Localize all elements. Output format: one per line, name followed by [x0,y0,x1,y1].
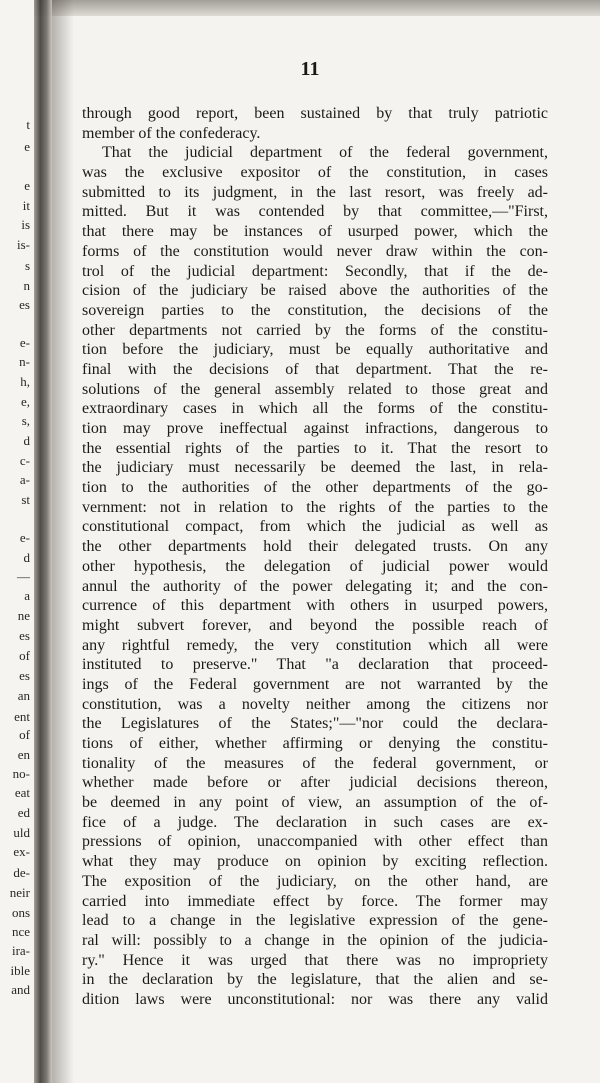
text-line: was the exclusive expositor of the constitution, in cases [82,164,548,182]
facing-page-fragment: d [23,550,30,565]
facing-page-fragment: ex- [13,844,30,859]
book-gutter [34,0,52,1083]
text-line: trol of the judicial department: Secondly, that if the de- [82,262,548,280]
facing-page-fragment: no- [12,766,30,781]
text-line: through good report, been sustained by that truly patriotic [82,105,548,122]
facing-page-fragment: s [24,258,30,273]
facing-page-fragment: a- [19,472,30,487]
text-line: carried into immediate effect by force. The former may [82,892,548,910]
text-line: tion may prove ineffectual against infractions, dangerous to [82,420,548,437]
facing-page-fragment: st [21,492,30,507]
text-line: the Legislatures of the States;"—"nor could the declara- [82,715,548,733]
facing-page-text-fragments [0,0,34,1083]
facing-page-fragment: e, [20,394,30,409]
text-line: cision of the judiciary be raised above the authorities of the [82,282,548,300]
facing-page-fragment: ira- [11,943,30,958]
facing-page-fragment: de- [13,865,30,880]
text-line: constitution, was a novelty neither among the citizens nor [82,695,548,713]
text-line: The exposition of the judiciary, on the other hand, are [82,872,548,890]
facing-page-fragment: ent [14,709,30,724]
facing-page-fragment: h, [20,374,30,389]
text-line: tion to the authorities of the other departments of the go- [82,479,548,497]
text-line: ry." Hence it was urged that there was no impropriety [82,951,548,969]
facing-page-fragment: ons [11,905,30,920]
facing-page-fragment: e- [19,335,30,350]
facing-page-fragment: es [19,297,30,312]
text-line: solutions of the general assembly related to those great and [82,380,548,398]
text-line: dition laws were unconstitutional: nor was there any valid [82,990,548,1008]
facing-page-fragment: es [19,628,30,643]
facing-page-fragment: e [24,178,30,193]
text-line: whether made before or after judicial decisions thereon, [82,774,548,792]
page-number: 11 [300,58,320,80]
text-line: extraordinary cases in which all the forms of the constitu- [82,400,548,418]
scan-top-edge [0,0,600,16]
facing-page-fragment: a [24,588,30,603]
facing-page-fragment: neir [9,885,30,900]
facing-page-fragment: nce [11,924,30,939]
text-line: submitted to its judgment, in the last resort, was freely ad- [82,183,548,201]
text-line: forms of the constitution would never draw within the con- [82,242,548,260]
facing-page-fragment: ible [10,963,30,978]
text-line: the other departments hold their delegated trusts. On any [82,538,548,556]
facing-page-fragment: n- [19,354,30,369]
facing-page-fragment: d [23,433,30,448]
text-line: the essential rights of the parties to it. That the resort to [82,439,548,457]
text-line: instituted to preserve." That "a declaration that proceed- [82,656,548,674]
text-line: constitutional compact, from which the judicial as well as [82,518,548,536]
text-line: lead to a change in the legislative expression of the gene- [82,912,548,930]
facing-page-fragment: c- [19,453,30,468]
text-line: That the judicial department of the federal government, [102,144,548,162]
facing-page-fragment: e- [19,530,30,545]
facing-page-fragment: e [24,139,30,154]
facing-page-fragment: and [11,982,30,997]
text-line: what they may produce on opinion by exciting reflection. [82,853,548,871]
text-line: final with the decisions of that department. That the re- [82,360,548,378]
facing-page-fragment: ed [17,805,30,820]
text-line: might subvert forever, and beyond the possible reach of [82,616,548,634]
text-line: other departments not carried by the forms of the constitu- [82,321,548,339]
facing-page-fragment: uld [13,825,30,840]
text-line: ings of the Federal government are not warranted by the [82,675,548,693]
facing-page-fragment: en [17,747,30,762]
text-line: sovereign parties to the constitution, the decisions of the [82,301,548,319]
facing-page-fragment: of [19,727,30,742]
text-line: pressions of opinion, unaccompanied with other effect than [82,833,548,851]
facing-page-fragment: of [19,648,30,663]
text-line: other hypothesis, the delegation of judicial power would [82,557,548,575]
facing-page-fragment: es [19,668,30,683]
gutter-shadow [52,0,74,1083]
text-line: vernment: not in relation to the rights of the parties to the [82,498,548,516]
body-text [82,104,548,1010]
facing-page-fragment: n [23,278,30,293]
text-line: that there may be instances of usurped power, which the [82,223,548,241]
facing-page-fragment: it [22,198,30,213]
facing-page-fragment: s, [21,413,30,428]
text-line: tionality of the measures of the federal government, or [82,754,548,772]
text-line: member of the confederacy. [82,124,261,142]
text-line: annul the authority of the power delegating it; and the con- [82,577,548,595]
text-line: mitted. But it was contended by that committee,—"First, [82,203,548,221]
text-line: fice of a judge. The declaration in such cases are ex- [82,813,548,831]
text-line: be deemed in any point of view, an assumption of the of- [82,794,548,812]
facing-page-fragment: eat [14,785,30,800]
text-line: tions of either, whether affirming or denying the constitu- [82,735,548,752]
facing-page-fragment: ne [17,608,30,623]
text-line: ral will: possibly to a change in the opinion of the judicia- [82,931,548,949]
text-line: currence of this department with others in usurped powers, [82,597,548,615]
facing-page-fragment: — [17,569,30,584]
text-line: the judiciary must necessarily be deemed the last, in rela- [82,459,548,477]
facing-page-fragment: an [17,688,30,703]
facing-page-fragment: is- [17,237,30,252]
text-line: any rightful remedy, the very constitution which all were [82,636,548,654]
text-line: in the declaration by the legislature, that the alien and se- [82,971,548,989]
facing-page-fragment: t [26,117,30,132]
text-line: tion before the judiciary, must be equally authoritative and [82,341,548,359]
facing-page-fragment: is [21,217,30,232]
